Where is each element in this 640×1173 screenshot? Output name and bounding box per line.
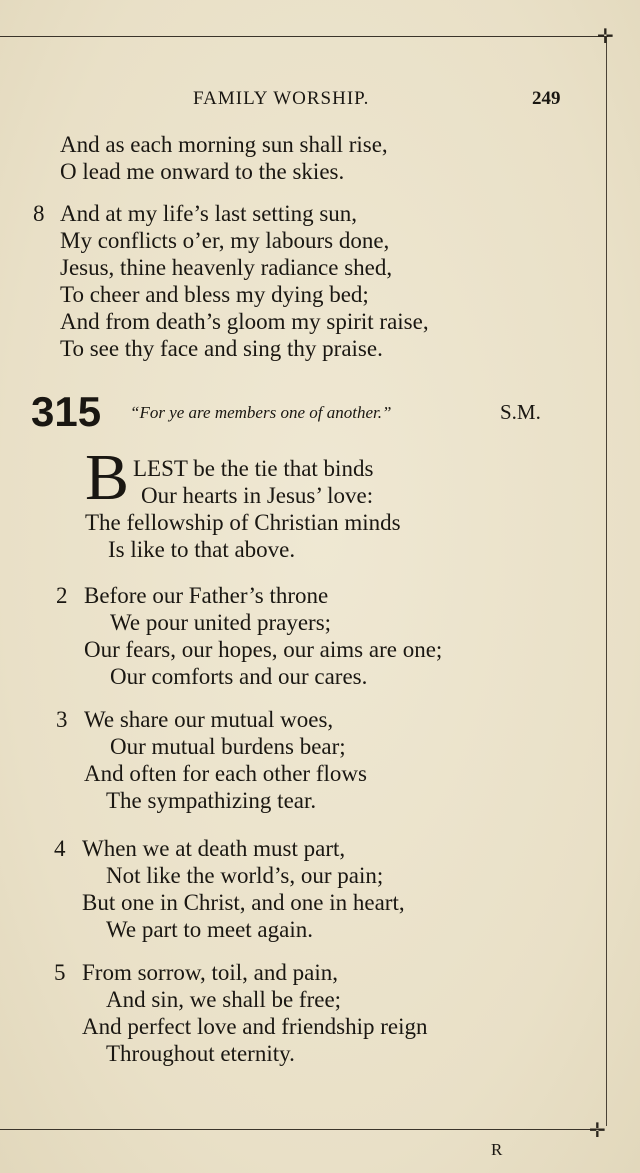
- verse-line: But one in Christ, and one in heart,: [82, 890, 405, 915]
- verse-line: Our mutual burdens bear;: [110, 734, 346, 759]
- verse-number: 2: [56, 583, 68, 608]
- verse-line: To cheer and bless my dying bed;: [60, 282, 369, 307]
- header-rule: [0, 36, 608, 37]
- margin-rule: [606, 36, 607, 1126]
- running-head: FAMILY WORSHIP.: [193, 88, 370, 109]
- verse-line: And as each morning sun shall rise,: [60, 132, 388, 157]
- verse-line: To see thy face and sing thy praise.: [60, 336, 383, 361]
- verse-number: 3: [56, 707, 68, 732]
- verse-line: We part to meet again.: [106, 917, 313, 942]
- verse-line: From sorrow, toil, and pain,: [82, 960, 338, 985]
- verse-line: Jesus, thine heavenly radiance shed,: [60, 255, 393, 280]
- verse-line: We pour united prayers;: [110, 610, 332, 635]
- verse-line: Throughout eternity.: [106, 1041, 295, 1066]
- verse-number: 5: [54, 960, 66, 985]
- verse-line: The fellowship of Christian minds: [85, 510, 401, 535]
- verse-line: Before our Father’s throne: [84, 583, 329, 608]
- verse-line: And sin, we shall be free;: [106, 987, 342, 1012]
- verse-line: And perfect love and friendship reign: [82, 1014, 428, 1039]
- verse-line: And at my life’s last setting sun,: [60, 201, 358, 226]
- meter-label: S.M.: [500, 400, 541, 424]
- crop-mark-bottom-icon: ✛: [589, 1118, 606, 1142]
- verse-line: And often for each other flows: [84, 761, 367, 786]
- signature-mark: R: [491, 1140, 503, 1159]
- verse-line: Our fears, our hopes, our aims are one;: [84, 637, 443, 662]
- verse-line: LEST be the tie that binds: [133, 456, 374, 481]
- verse-line: Our hearts in Jesus’ love:: [141, 483, 374, 508]
- hymn-number: 315: [31, 388, 102, 435]
- crop-mark-top-icon: ✛: [597, 24, 614, 48]
- verse-line: O lead me onward to the skies.: [60, 159, 345, 184]
- verse-number: 8: [33, 201, 45, 226]
- verse-line: Our comforts and our cares.: [110, 664, 368, 689]
- verse-line: The sympathizing tear.: [106, 788, 317, 813]
- verse-line: We share our mutual woes,: [84, 707, 334, 732]
- footer-rule: [0, 1129, 600, 1130]
- verse-number: 4: [54, 836, 66, 861]
- verse-line: Not like the world’s, our pain;: [106, 863, 384, 888]
- verse-line: My conflicts o’er, my labours done,: [60, 228, 390, 253]
- drop-cap: B: [85, 441, 130, 514]
- verse-line: Is like to that above.: [108, 537, 296, 562]
- verse-line: When we at death must part,: [82, 836, 346, 861]
- verse-line: And from death’s gloom my spirit raise,: [60, 309, 429, 334]
- page-number: 249: [532, 88, 561, 109]
- scripture-epigraph: “For ye are members one of another.”: [130, 403, 392, 422]
